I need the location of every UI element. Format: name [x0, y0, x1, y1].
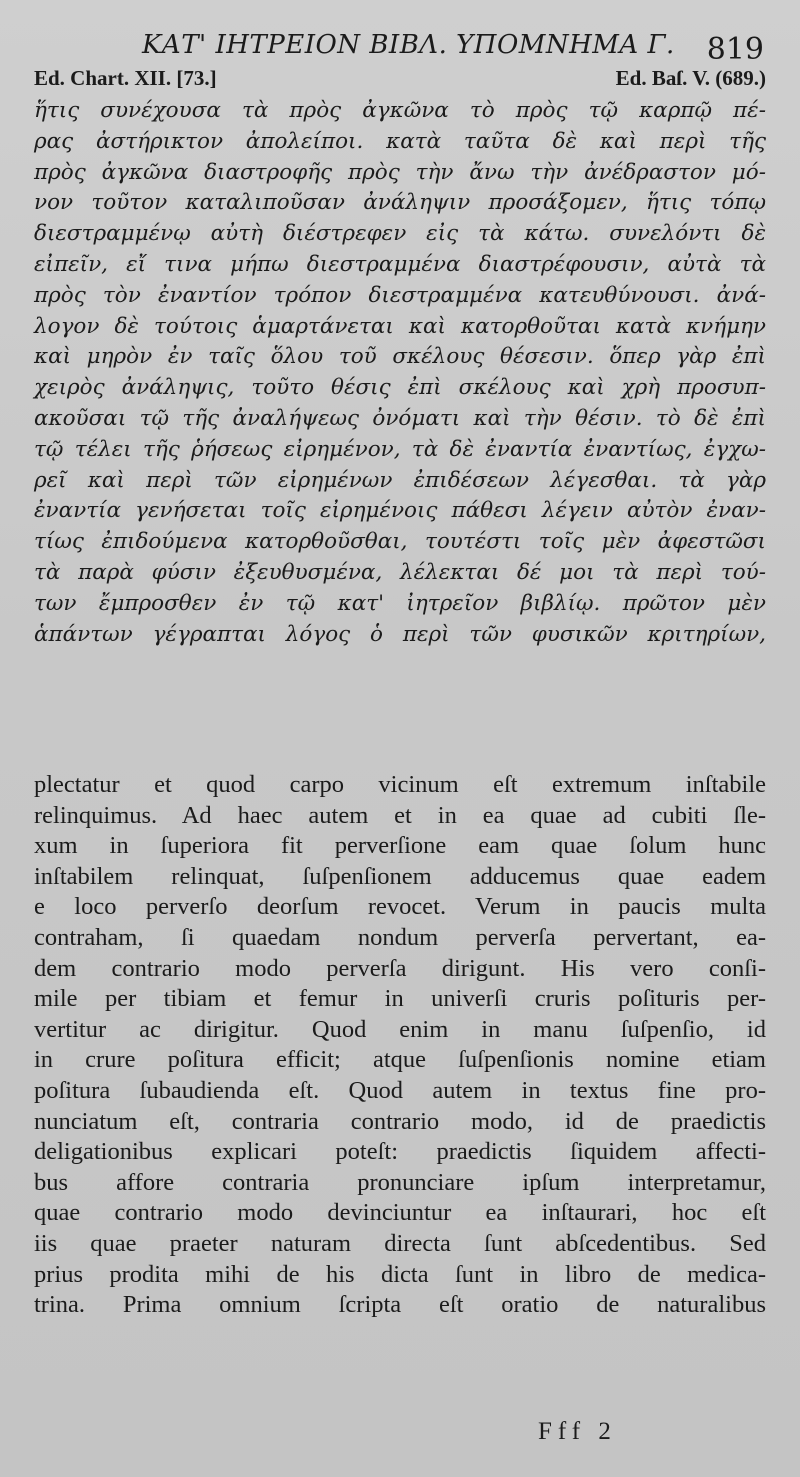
greek-text-line: διεστραμμένῳ αὐτὴ διέστρεφεν εἰς τὰ κάτω. συνελόντι δὲ: [34, 221, 766, 247]
greek-text-block: [34, 96, 766, 650]
latin-text-block: [34, 770, 766, 1321]
edition-reference-left: Ed. Chart. XII. [73.]: [34, 66, 217, 90]
latin-text-line: nunciatum eſt, contraria contrario modo, id de praedictis: [34, 1107, 766, 1135]
greek-text-line: ἥτις συνέχουσα τὰ πρὸς ἀγκῶνα τὸ πρὸς τῷ καρπῷ πέ-: [34, 98, 766, 123]
greek-text-line: τίως ἐπιδούμενα κατορθοῦσθαι, τουτέστι τοῖς μὲν ἀφεστῶσι: [34, 529, 766, 555]
greek-text-line: τὰ παρὰ φύσιν ἐξευθυσμένα, λέλεκται δέ μοι τὰ περὶ τού-: [34, 559, 766, 585]
greek-text-line: εἰπεῖν, εἴ τινα μήπω διεστραμμένα διαστρέφουσιν, αὐτὰ τὰ: [34, 251, 766, 277]
latin-text-line: deligationibus explicari poteſt: praedictis ſiquidem affecti-: [34, 1138, 766, 1166]
latin-text-line: dem contrario modo perverſa dirigunt. His vero conſi-: [34, 954, 766, 982]
latin-text-line: trina. Prima omnium ſcripta eſt oratio de naturalibus: [34, 1291, 766, 1319]
greek-text-line: των ἔμπροσθεν ἐν τῷ κατ' ἰητρεῖον βιβλίῳ. πρῶτον μὲν: [34, 590, 766, 616]
greek-text-line: καὶ μηρὸν ἐν ταῖς ὅλου τοῦ σκέλους θέσεσιν. ὅπερ γὰρ ἐπὶ: [34, 344, 766, 370]
greek-text-line: ἁπάντων γέγραπται λόγος ὁ περὶ τῶν φυσικῶν κριτηρίων,: [34, 621, 766, 647]
greek-text-line: λογον δὲ τούτοις ἁμαρτάνεται καὶ κατορθοῦται κατὰ κνήμην: [34, 313, 766, 339]
page-number: 819: [706, 32, 764, 67]
latin-text-line: e loco perverſo deorſum revocet. Verum in paucis multa: [34, 893, 766, 921]
running-head: [0, 28, 800, 68]
greek-text-line: πρὸς ἀγκῶνα διαστροφῆς πρὸς τὴν ἄνω τὴν ἀνέδραστον μό-: [34, 159, 766, 185]
latin-text-line: plectatur et quod carpo vicinum eſt extremum inſtabile: [34, 771, 766, 798]
edition-reference-right: Ed. Baſ. V. (689.): [615, 66, 766, 90]
latin-text-line: xum in ſuperiora fit perverſione eam quae ſolum hunc: [34, 832, 766, 860]
latin-text-line: inſtabilem relinquat, ſuſpenſionem adducemus quae eadem: [34, 862, 766, 890]
greek-text-line: πρὸς τὸν ἐναντίον τρόπον διεστραμμένα κατευθύνουσι. ἀνά-: [34, 282, 766, 308]
running-title: ΚΑΤ' ΙΗΤΡΕΙΟΝ ΒΙΒΛ. ΥΠΟΜΝΗΜΑ Γ.: [142, 30, 675, 60]
latin-text-line: quae contrario modo devinciuntur ea inſtaurari, hoc eſt: [34, 1199, 766, 1227]
latin-text-line: vertitur ac dirigitur. Quod enim in manu ſuſpenſio, id: [34, 1015, 766, 1043]
greek-text-line: ακοῦσαι τῷ τῆς ἀναλήψεως ὀνόματι καὶ τὴν θέσιν. τὸ δὲ ἐπὶ: [34, 405, 766, 431]
latin-text-line: contraham, ſi quaedam nondum perverſa pervertant, ea-: [34, 923, 766, 951]
latin-text-line: prius prodita mihi de his dicta ſunt in libro de medica-: [34, 1260, 766, 1288]
latin-text-line: relinquimus. Ad haec autem et in ea quae ad cubiti ſle-: [34, 801, 766, 829]
greek-text-line: νον τοῦτον καταλιποῦσαν ἀνάληψιν προσάξομεν, ἥτις τόπῳ: [34, 190, 766, 216]
latin-text-line: mile per tibiam et femur in univerſi cruris poſituris per-: [34, 985, 766, 1013]
greek-text-line: τῷ τέλει τῆς ῥήσεως εἰρημένον, τὰ δὲ ἐναντία ἐναντίως, ἐγχω-: [34, 436, 766, 462]
greek-text-line: χειρὸς ἀνάληψις, τοῦτο θέσις ἐπὶ σκέλους καὶ χρὴ προσυπ-: [34, 375, 766, 401]
latin-text-line: poſitura ſubaudienda eſt. Quod autem in textus fine pro-: [34, 1076, 766, 1104]
printer-signature: Fff 2: [538, 1418, 617, 1445]
greek-text-line: ρας ἀστήρικτον ἀπολείποι. κατὰ ταῦτα δὲ καὶ περὶ τῆς: [34, 128, 766, 154]
greek-text-line: ἐναντία γενήσεται τοῖς εἰρημένοις πάθεσι λέγειν αὐτὸν ἐναν-: [34, 498, 766, 524]
latin-text-line: iis quae praeter naturam directa ſunt abſcedentibus. Sed: [34, 1229, 766, 1257]
edition-references: [34, 66, 766, 92]
latin-text-line: in crure poſitura efficit; atque ſuſpenſionis nomine etiam: [34, 1046, 766, 1074]
latin-text-line: bus affore contraria pronunciare ipſum interpretamur,: [34, 1168, 766, 1196]
greek-text-line: ρεῖ καὶ περὶ τῶν εἰρημένων ἐπιδέσεων λέγεσθαι. τὰ γὰρ: [34, 467, 766, 493]
